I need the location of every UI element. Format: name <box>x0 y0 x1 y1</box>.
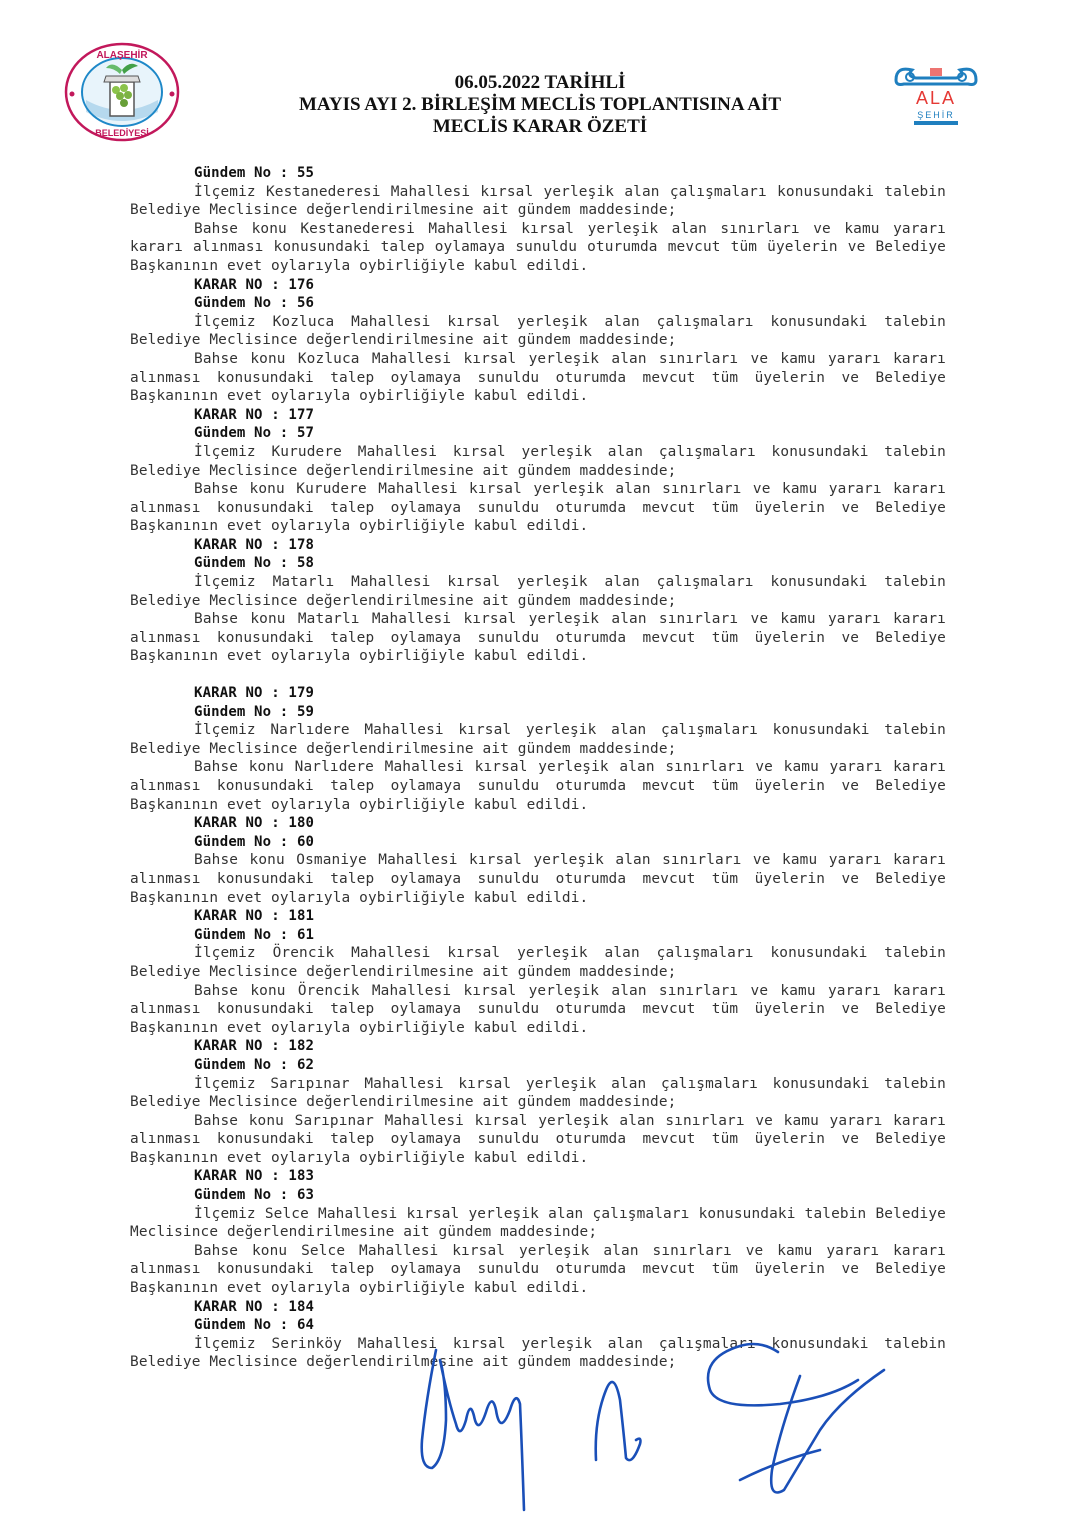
karar-no-label: KARAR NO : 180 <box>194 815 315 832</box>
decision-paragraph: İlçemiz Örencik Mahallesi kırsal yerleşik alan çalışmaları konusundaki talebin Belediye Meclisince değerlendirilmesine ait gündem maddesinde; <box>130 945 946 980</box>
karar-no-label: KARAR NO : 176 <box>194 276 315 293</box>
decision-paragraph: İlçemiz Kestanederesi Mahallesi kırsal yerleşik alan çalışmaları konusundaki talebin Belediye Meclisince değerlendirilmesine ait gündem maddesinde; <box>130 183 946 219</box>
decision-paragraph: İlçemiz Selce Mahallesi kırsal yerleşik alan çalışmaları konusundaki talebin Belediye Meclisince değerlendirilmesine ait gündem maddesinde; <box>130 1205 946 1241</box>
svg-text:ŞEHİR: ŞEHİR <box>917 110 955 120</box>
gundem-no-label: Gündem No : 61 <box>194 926 315 943</box>
alasehir-belediyesi-seal-icon <box>64 42 182 142</box>
gundem-no-label: Gündem No : 56 <box>194 295 315 312</box>
decision-paragraph: Bahse konu Narlıdere Mahallesi kırsal yerleşik alan sınırları ve kamu yararı kararı alınması konusundaki talep oylamaya sunuldu oturumda mevcut tüm üyelerin ve Belediye Başkanının evet oylarıyla oybirliğiyle kabul edildi. <box>130 759 946 813</box>
svg-text:ALA: ALA <box>915 88 957 108</box>
decision-paragraph: İlçemiz Kozluca Mahallesi kırsal yerleşik alan çalışmaları konusundaki talebin Belediye Meclisince değerlendirilmesine ait gündem maddesinde; <box>130 313 946 349</box>
title-line-2: MAYIS AYI 2. BİRLEŞİM MECLİS TOPLANTISINA AİT <box>298 94 782 115</box>
karar-no-label: KARAR NO : 181 <box>194 908 315 925</box>
decision-summary-body <box>130 164 946 1372</box>
karar-no-label: KARAR NO : 177 <box>194 406 315 423</box>
gundem-no-label: Gündem No : 58 <box>194 555 315 572</box>
decision-paragraph: Bahse konu Sarıpınar Mahallesi kırsal yerleşik alan sınırları ve kamu yararı kararı alınması konusundaki talep oylamaya sunuldu oturumda mevcut tüm üyelerin ve Belediye Başkanının evet oylarıyla oybirliğiyle kabul edildi. <box>130 1112 946 1166</box>
gundem-no-label: Gündem No : 62 <box>194 1056 315 1073</box>
karar-no-label: KARAR NO : 184 <box>194 1298 315 1315</box>
decision-paragraph: Bahse konu Kurudere Mahallesi kırsal yerleşik alan sınırları ve kamu yararı kararı alınması konusundaki talep oylamaya sunuldu oturumda mevcut tüm üyelerin ve Belediye Başkanının evet oylarıyla oybirliğiyle kabul edildi. <box>130 481 946 535</box>
signature-3-icon <box>708 1344 884 1493</box>
signature-2-icon <box>596 1382 641 1460</box>
decision-paragraph: İlçemiz Sarıpınar Mahallesi kırsal yerleşik alan çalışmaları konusundaki talebin Belediye Meclisince değerlendirilmesine ait gündem maddesinde; <box>130 1075 946 1111</box>
signature-1-icon <box>422 1350 524 1510</box>
decision-paragraph: Bahse konu Osmaniye Mahallesi kırsal yerleşik alan sınırları ve kamu yararı kararı alınması konusundaki talep oylamaya sunuldu oturumda mevcut tüm üyelerin ve Belediye Başkanının evet oylarıyla oybirliğiyle kabul edildi. <box>130 852 946 906</box>
spacer <box>130 666 946 684</box>
gundem-no-label: Gündem No : 64 <box>194 1317 315 1334</box>
gundem-no-label: Gündem No : 57 <box>194 425 315 442</box>
decision-paragraph: Bahse konu Selce Mahallesi kırsal yerleşik alan sınırları ve kamu yararı kararı alınması konusundaki talep oylamaya sunuldu oturumda mevcut tüm üyelerin ve Belediye Başkanının evet oylarıyla oybirliğiyle kabul edildi. <box>130 1242 946 1297</box>
gundem-no-label: Gündem No : 55 <box>194 165 315 181</box>
gundem-no-label: Gündem No : 60 <box>194 833 315 850</box>
signatures <box>400 1340 900 1530</box>
decision-paragraph: İlçemiz Serinköy Mahallesi kırsal yerleşik alan çalışmaları konusundaki talebin Belediye Meclisince değerlendirilmesine ait gündem maddesinde; <box>130 1335 946 1371</box>
decision-paragraph: Bahse konu Matarlı Mahallesi kırsal yerleşik alan sınırları ve kamu yararı kararı alınması konusundaki talep oylamaya sunuldu oturumda mevcut tüm üyelerin ve Belediye Başkanının evet oylarıyla oybirliğiyle kabul edildi. <box>130 611 946 665</box>
title-line-3: MECLİS KARAR ÖZETİ <box>432 116 648 137</box>
ala-sehir-logo-icon <box>890 62 982 130</box>
karar-no-label: KARAR NO : 178 <box>194 536 315 553</box>
decision-paragraph: Bahse konu Örencik Mahallesi kırsal yerleşik alan sınırları ve kamu yararı kararı alınması konusundaki talep oylamaya sunuldu oturumda mevcut tüm üyelerin ve Belediye Başkanının evet oylarıyla oybirliğiyle kabul edildi. <box>130 982 946 1036</box>
decision-paragraph: İlçemiz Narlıdere Mahallesi kırsal yerleşik alan çalışmaları konusundaki talebin Belediye Meclisince değerlendirilmesine ait gündem maddesinde; <box>130 722 946 757</box>
title-line-1: 06.05.2022 TARİHLİ <box>454 72 626 93</box>
karar-no-label: KARAR NO : 182 <box>194 1038 315 1055</box>
decision-paragraph: Bahse konu Kozluca Mahallesi kırsal yerleşik alan sınırları ve kamu yararı kararı alınması konusundaki talep oylamaya sunuldu oturumda mevcut tüm üyelerin ve Belediye Başkanının evet oylarıyla oybirliğiyle kabul edildi. <box>130 350 946 405</box>
karar-no-label: KARAR NO : 179 <box>194 685 315 702</box>
svg-text:BELEDİYESİ: BELEDİYESİ <box>95 128 149 138</box>
svg-text:ALAŞEHİR: ALAŞEHİR <box>96 50 148 61</box>
decision-paragraph: Bahse konu Kestanederesi Mahallesi kırsal yerleşik alan sınırları ve kamu yararı kararı alınması konusundaki talep oylamaya sunuldu oturumda mevcut tüm üyelerin ve Belediye Başkanının evet oylarıyla oybirliğiyle kabul edildi. <box>130 220 946 274</box>
karar-no-label: KARAR NO : 183 <box>194 1168 315 1185</box>
decision-paragraph: İlçemiz Matarlı Mahallesi kırsal yerleşik alan çalışmaları konusundaki talebin Belediye Meclisince değerlendirilmesine ait gündem maddesinde; <box>130 574 946 609</box>
decision-paragraph: İlçemiz Kurudere Mahallesi kırsal yerleşik alan çalışmaları konusundaki talebin Belediye Meclisince değerlendirilmesine ait gündem maddesinde; <box>130 443 946 479</box>
document-title <box>230 72 850 138</box>
gundem-no-label: Gündem No : 63 <box>194 1187 315 1204</box>
gundem-no-label: Gündem No : 59 <box>194 703 315 720</box>
